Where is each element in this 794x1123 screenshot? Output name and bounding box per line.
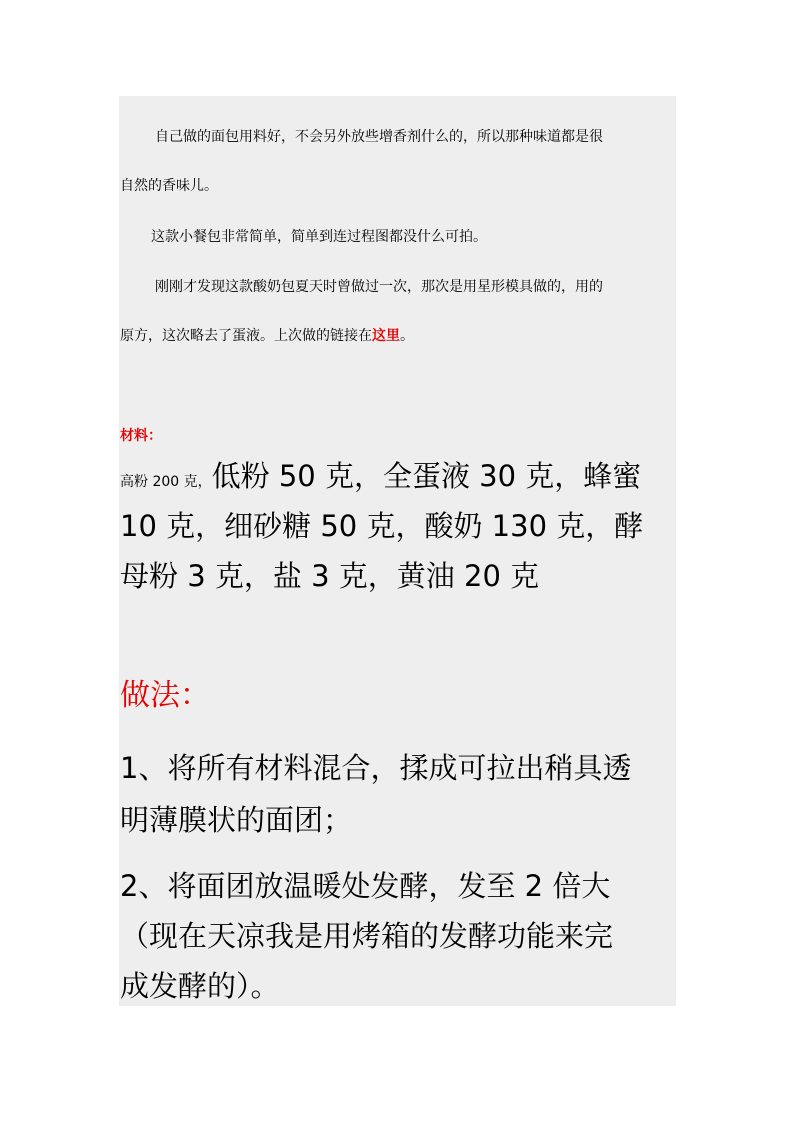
materials-line-1 [120,458,641,500]
materials-heading: 材料： [120,428,162,444]
materials-line-1-small: 高粉 200 克， [120,474,212,490]
step-1-line-2: 明薄膜状的面团； [120,803,353,837]
intro-paragraph-1-line-1: 自己做的面包用料好，不会另外放些增香剂什么的，所以那种味道都是很 [155,129,603,145]
materials-line-2: 10 克，细砂糖 50 克，酸奶 130 克，酵 [120,509,644,543]
intro-paragraph-3-end: 。 [400,328,414,344]
step-2-line-2: （现在天凉我是用烤箱的发酵功能来完 [120,919,614,953]
intro-paragraph-3-line-2 [120,326,414,346]
materials-line-1-big: 低粉 50 克，全蛋液 30 克，蜂蜜 [211,459,642,493]
intro-paragraph-3-line-1: 刚刚才发现这款酸奶包夏天时曾做过一次，那次是用星形模具做的，用的 [155,279,603,295]
step-2-line-1: 2、将面团放温暖处发酵，发至 2 倍大 [120,869,611,903]
previous-post-link[interactable]: 这里 [372,328,400,344]
intro-paragraph-1-line-2: 自然的香味儿。 [120,178,218,194]
step-1-line-1: 1、将所有材料混合，揉成可拉出稍具透 [120,751,632,785]
materials-line-3: 母粉 3 克，盐 3 克，黄油 20 克 [120,559,540,593]
intro-paragraph-3-text: 原方，这次略去了蛋液。上次做的链接在 [120,328,372,344]
step-2-line-3: 成发酵的）。 [120,969,280,1003]
method-heading: 做法： [120,678,210,713]
intro-paragraph-2: 这款小餐包非常简单，简单到连过程图都没什么可拍。 [151,229,487,245]
